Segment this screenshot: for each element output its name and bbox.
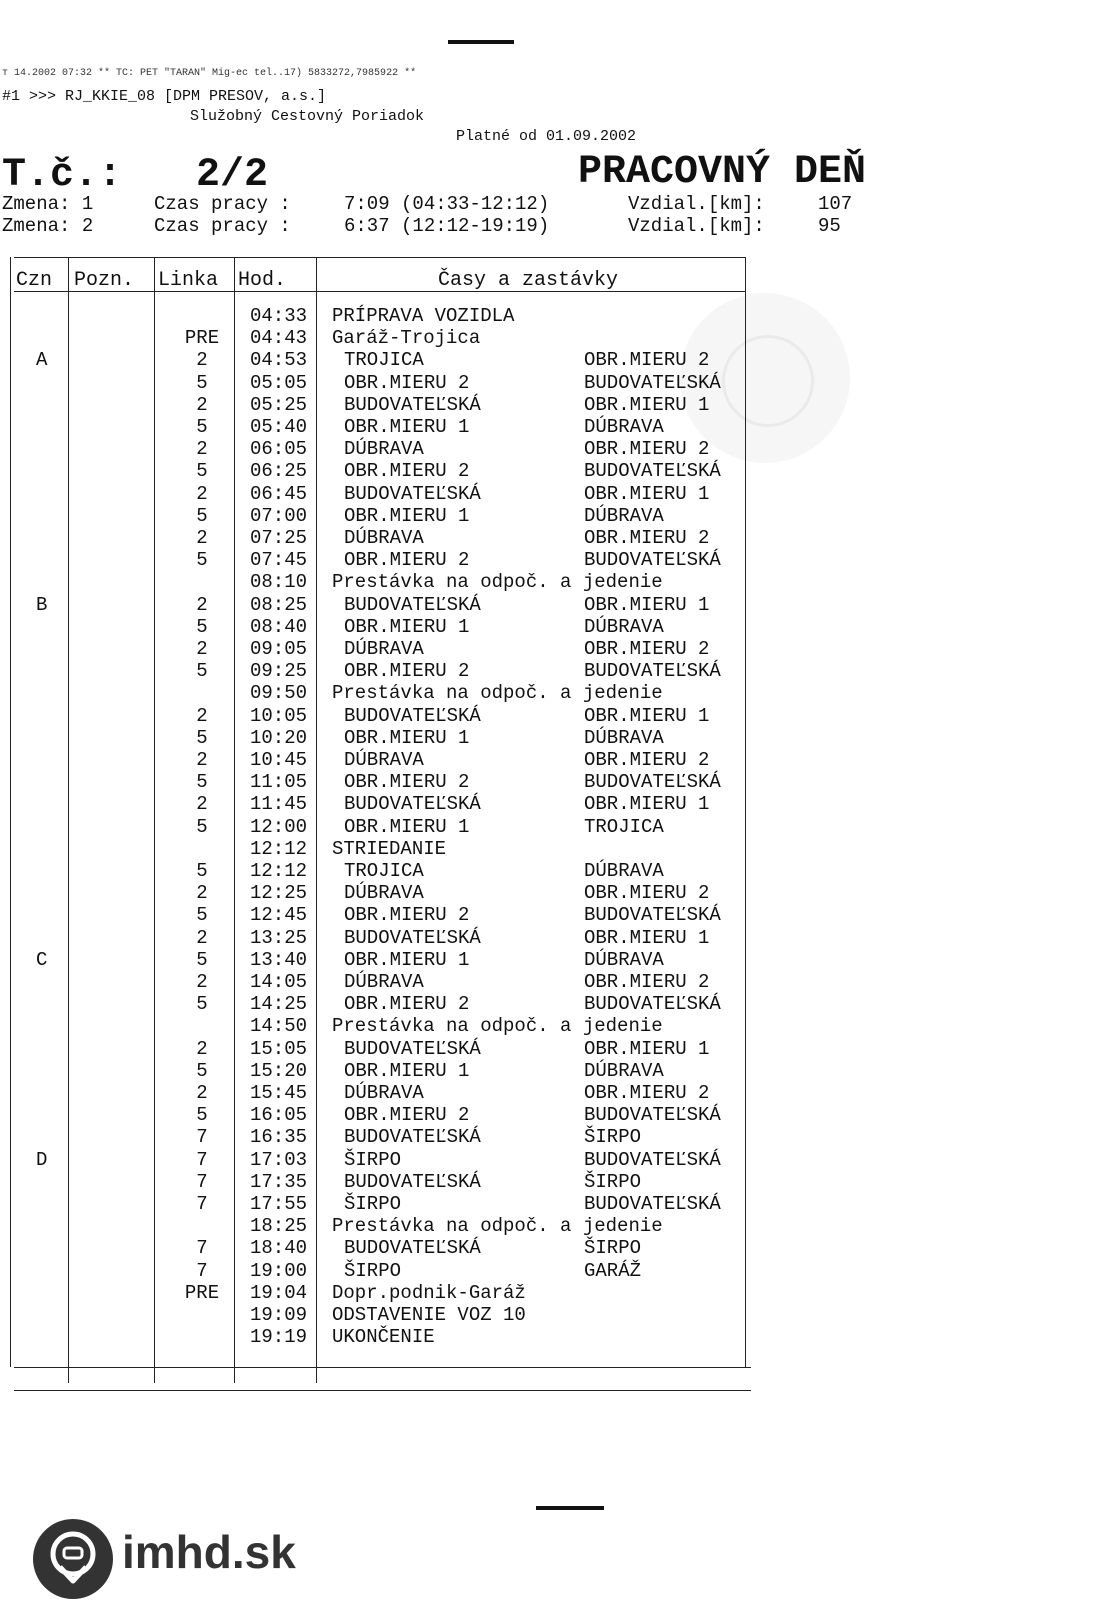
shift-distance-value: 107	[818, 193, 853, 215]
row-linka: 2	[196, 393, 208, 416]
row-from-stop: OBR.MIERU 2	[344, 549, 470, 572]
table-row	[14, 1060, 774, 1083]
row-time: 08:10	[250, 571, 308, 594]
row-linka: 5	[196, 460, 208, 483]
row-from-stop: BUDOVATEĽSKÁ	[344, 393, 481, 416]
row-linka: 7	[196, 1170, 208, 1193]
table-row	[14, 505, 774, 528]
row-time: 14:50	[250, 1015, 308, 1038]
row-from-stop: DÚBRAVA	[344, 527, 424, 549]
row-time: 04:43	[250, 327, 308, 350]
row-from-stop: OBR.MIERU 2	[344, 371, 470, 394]
row-from-stop: BUDOVATEĽSKÁ	[344, 704, 481, 727]
table-row	[14, 904, 774, 927]
table-row	[14, 971, 774, 994]
table-row	[14, 1215, 774, 1238]
row-from-stop: OBR.MIERU 1	[344, 948, 470, 971]
row-linka: 2	[196, 349, 208, 372]
schedule-table	[14, 257, 774, 1427]
shift-distance-label: Vzdial.[km]:	[628, 215, 765, 237]
row-from-stop: BUDOVATEĽSKÁ	[344, 1170, 481, 1193]
row-to-stop: DÚBRAVA	[584, 615, 664, 638]
row-from-stop: BUDOVATEĽSKÁ	[344, 926, 481, 949]
scan-mark-bottom	[536, 1506, 604, 1510]
row-time: 12:45	[250, 904, 308, 927]
row-from-stop: DÚBRAVA	[344, 971, 424, 993]
row-from-stop: BUDOVATEĽSKÁ	[344, 1037, 481, 1060]
row-linka: 2	[196, 749, 208, 771]
row-linka: 2	[196, 882, 208, 905]
row-to-stop: TROJICA	[584, 815, 664, 838]
row-time: 12:12	[250, 860, 308, 882]
row-event: Prestávka na odpoč. a jedenie	[332, 1015, 663, 1038]
valid-from: Platné od 01.09.2002	[456, 128, 637, 145]
row-time: 05:40	[250, 416, 308, 438]
czn-marker: A	[36, 349, 48, 372]
shift-time-value: 7:09 (04:33-12:12)	[344, 193, 550, 215]
table-row	[14, 349, 774, 372]
table-row	[14, 372, 774, 395]
table-row	[14, 394, 774, 417]
row-to-stop: ŠIRPO	[584, 1237, 642, 1260]
row-event: Prestávka na odpoč. a jedenie	[332, 1215, 663, 1238]
row-time: 06:25	[250, 460, 308, 483]
row-linka: 5	[196, 726, 208, 749]
row-from-stop: OBR.MIERU 2	[344, 660, 470, 683]
row-to-stop: DÚBRAVA	[584, 504, 664, 527]
row-linka: 2	[196, 527, 208, 549]
row-linka: 5	[196, 815, 208, 838]
row-to-stop: DÚBRAVA	[584, 948, 664, 971]
row-linka: 5	[196, 416, 208, 438]
row-to-stop: BUDOVATEĽSKÁ	[584, 460, 721, 483]
row-time: 17:55	[250, 1193, 308, 1215]
row-to-stop: BUDOVATEĽSKÁ	[584, 771, 721, 794]
row-time: 10:05	[250, 704, 308, 727]
table-row	[14, 660, 774, 683]
column-header-times-stops: Časy a zastávky	[438, 269, 619, 292]
table-row	[14, 1326, 774, 1349]
row-linka: 7	[196, 1126, 208, 1149]
shift-distance-value: 95	[818, 215, 841, 237]
route-line: #1 >>> RJ_KKIE_08 [DPM PRESOV, a.s.]	[2, 88, 327, 105]
column-header-pozn: Pozn.	[74, 269, 135, 292]
shift-label: Zmena: 1	[2, 193, 94, 215]
row-to-stop: BUDOVATEĽSKÁ	[584, 904, 721, 927]
row-linka: 5	[196, 948, 208, 971]
table-row	[14, 1237, 774, 1260]
row-linka: 2	[196, 593, 208, 616]
row-time: 08:40	[250, 615, 308, 638]
row-to-stop: DÚBRAVA	[584, 726, 664, 749]
row-time: 16:05	[250, 1104, 308, 1127]
row-event: Dopr.podnik-Garáž	[332, 1281, 526, 1304]
row-from-stop: OBR.MIERU 2	[344, 904, 470, 927]
row-time: 09:25	[250, 660, 308, 683]
table-row	[14, 1282, 774, 1305]
table-row	[14, 483, 774, 506]
table-row	[14, 305, 774, 328]
row-from-stop: ŠIRPO	[344, 1193, 402, 1215]
row-linka: 2	[196, 638, 208, 660]
table-row	[14, 949, 774, 972]
table-row	[14, 705, 774, 728]
row-linka: 7	[196, 1259, 208, 1282]
shift-time-value: 6:37 (12:12-19:19)	[344, 215, 550, 237]
row-to-stop: DÚBRAVA	[584, 416, 664, 438]
row-time: 05:25	[250, 393, 308, 416]
table-row	[14, 438, 774, 461]
row-time: 04:53	[250, 349, 308, 372]
row-linka: 5	[196, 504, 208, 527]
column-header-hod: Hod.	[238, 269, 287, 292]
row-time: 14:05	[250, 971, 308, 993]
row-time: 12:12	[250, 837, 308, 860]
row-to-stop: OBR.MIERU 1	[584, 1037, 710, 1060]
row-from-stop: BUDOVATEĽSKÁ	[344, 793, 481, 816]
row-time: 17:35	[250, 1170, 308, 1193]
day-type: PRACOVNÝ DEŇ	[578, 150, 867, 195]
column-header-linka: Linka	[158, 269, 219, 292]
row-event: PRÍPRAVA VOZIDLA	[332, 305, 515, 327]
imhd-logo-icon	[32, 1518, 114, 1600]
table-row	[14, 882, 774, 905]
row-to-stop: BUDOVATEĽSKÁ	[584, 1104, 721, 1127]
row-to-stop: GARÁŽ	[584, 1259, 642, 1282]
row-from-stop: OBR.MIERU 1	[344, 504, 470, 527]
row-from-stop: OBR.MIERU 2	[344, 771, 470, 794]
row-to-stop: DÚBRAVA	[584, 1059, 664, 1082]
row-to-stop: OBR.MIERU 2	[584, 749, 710, 771]
row-linka: PRE	[184, 327, 220, 350]
row-linka: PRE	[184, 1281, 220, 1304]
row-linka: 2	[196, 971, 208, 993]
row-time: 07:45	[250, 549, 308, 572]
row-from-stop: OBR.MIERU 1	[344, 615, 470, 638]
row-time: 06:05	[250, 438, 308, 461]
table-row	[14, 1104, 774, 1127]
row-linka: 7	[196, 1237, 208, 1260]
row-to-stop: OBR.MIERU 2	[584, 971, 710, 993]
row-to-stop: OBR.MIERU 1	[584, 793, 710, 816]
tc-label: T.č.:	[2, 153, 123, 198]
row-linka: 5	[196, 771, 208, 794]
row-time: 14:25	[250, 993, 308, 1016]
row-time: 07:00	[250, 504, 308, 527]
table-row	[14, 838, 774, 861]
row-linka: 5	[196, 549, 208, 572]
row-linka: 5	[196, 1059, 208, 1082]
row-to-stop: ŠIRPO	[584, 1170, 642, 1193]
row-from-stop: DÚBRAVA	[344, 1082, 424, 1104]
table-row	[14, 1082, 774, 1105]
row-to-stop: BUDOVATEĽSKÁ	[584, 1193, 721, 1215]
row-to-stop: OBR.MIERU 2	[584, 349, 710, 372]
table-row	[14, 1260, 774, 1283]
table-row	[14, 594, 774, 617]
row-time: 15:45	[250, 1082, 308, 1104]
row-from-stop: OBR.MIERU 2	[344, 460, 470, 483]
row-to-stop: BUDOVATEĽSKÁ	[584, 660, 721, 683]
row-time: 18:40	[250, 1237, 308, 1260]
row-to-stop: BUDOVATEĽSKÁ	[584, 371, 721, 394]
row-linka: 5	[196, 660, 208, 683]
row-time: 11:45	[250, 793, 308, 816]
row-event: STRIEDANIE	[332, 837, 447, 860]
shift-distance-label: Vzdial.[km]:	[628, 193, 765, 215]
row-from-stop: BUDOVATEĽSKÁ	[344, 1126, 481, 1149]
row-event: Garáž-Trojica	[332, 327, 481, 350]
table-row	[14, 816, 774, 839]
table-row	[14, 1304, 774, 1327]
row-time: 08:25	[250, 593, 308, 616]
document-title: Služobný Cestovný Poriadok	[190, 108, 425, 125]
row-time: 13:25	[250, 926, 308, 949]
row-time: 07:25	[250, 527, 308, 549]
row-from-stop: DÚBRAVA	[344, 638, 424, 660]
table-row	[14, 993, 774, 1016]
row-from-stop: TROJICA	[344, 860, 424, 882]
fax-header-line: т 14.2002 07:32 ** ТС: РЕТ "TARAN" Mig-ec tel..17) 5833272,7985922 **	[2, 68, 417, 79]
column-header-czn: Czn	[16, 269, 53, 292]
table-row	[14, 771, 774, 794]
row-time: 19:19	[250, 1326, 308, 1349]
row-from-stop: OBR.MIERU 1	[344, 1059, 470, 1082]
row-linka: 5	[196, 371, 208, 394]
table-row	[14, 527, 774, 550]
table-row	[14, 616, 774, 639]
row-from-stop: BUDOVATEĽSKÁ	[344, 1237, 481, 1260]
row-from-stop: TROJICA	[344, 349, 424, 372]
row-time: 09:50	[250, 682, 308, 705]
row-to-stop: OBR.MIERU 1	[584, 926, 710, 949]
czn-marker: C	[36, 948, 48, 971]
row-to-stop: BUDOVATEĽSKÁ	[584, 1148, 721, 1171]
row-linka: 7	[196, 1148, 208, 1171]
row-to-stop: DÚBRAVA	[584, 860, 664, 882]
row-time: 12:00	[250, 815, 308, 838]
table-row	[14, 1038, 774, 1061]
row-to-stop: OBR.MIERU 2	[584, 438, 710, 461]
table-row	[14, 749, 774, 772]
czn-marker: D	[36, 1148, 48, 1171]
row-linka: 2	[196, 1037, 208, 1060]
row-time: 19:09	[250, 1304, 308, 1326]
row-linka: 5	[196, 904, 208, 927]
table-row	[14, 327, 774, 350]
table-row	[14, 927, 774, 950]
row-to-stop: OBR.MIERU 1	[584, 393, 710, 416]
row-time: 15:20	[250, 1059, 308, 1082]
table-row	[14, 638, 774, 661]
row-from-stop: ŠIRPO	[344, 1259, 402, 1282]
row-from-stop: DÚBRAVA	[344, 882, 424, 905]
table-row	[14, 1015, 774, 1038]
row-linka: 2	[196, 1082, 208, 1104]
row-time: 10:45	[250, 749, 308, 771]
row-time: 12:25	[250, 882, 308, 905]
table-row	[14, 549, 774, 572]
row-time: 17:03	[250, 1148, 308, 1171]
row-from-stop: DÚBRAVA	[344, 438, 424, 461]
row-time: 09:05	[250, 638, 308, 660]
row-event: Prestávka na odpoč. a jedenie	[332, 571, 663, 594]
table-row	[14, 416, 774, 439]
row-from-stop: OBR.MIERU 1	[344, 815, 470, 838]
row-from-stop: BUDOVATEĽSKÁ	[344, 593, 481, 616]
row-from-stop: DÚBRAVA	[344, 749, 424, 771]
table-row	[14, 1126, 774, 1149]
row-linka: 2	[196, 926, 208, 949]
row-time: 04:33	[250, 305, 308, 327]
row-from-stop: OBR.MIERU 1	[344, 416, 470, 438]
row-time: 15:05	[250, 1037, 308, 1060]
table-row	[14, 727, 774, 750]
row-to-stop: OBR.MIERU 2	[584, 527, 710, 549]
row-time: 06:45	[250, 482, 308, 505]
row-linka: 5	[196, 860, 208, 882]
row-time: 11:05	[250, 771, 308, 794]
row-time: 18:25	[250, 1215, 308, 1238]
row-to-stop: OBR.MIERU 2	[584, 882, 710, 905]
row-linka: 5	[196, 615, 208, 638]
table-row	[14, 1193, 774, 1216]
row-to-stop: BUDOVATEĽSKÁ	[584, 549, 721, 572]
row-to-stop: OBR.MIERU 2	[584, 638, 710, 660]
row-time: 05:05	[250, 371, 308, 394]
row-linka: 2	[196, 482, 208, 505]
row-to-stop: BUDOVATEĽSKÁ	[584, 993, 721, 1016]
row-from-stop: ŠIRPO	[344, 1148, 402, 1171]
table-row	[14, 1149, 774, 1172]
row-event: ODSTAVENIE VOZ 10	[332, 1304, 526, 1326]
row-time: 10:20	[250, 726, 308, 749]
shift-label: Zmena: 2	[2, 215, 94, 237]
row-linka: 7	[196, 1193, 208, 1215]
table-row	[14, 460, 774, 483]
row-time: 13:40	[250, 948, 308, 971]
row-linka: 2	[196, 704, 208, 727]
czn-marker: B	[36, 593, 48, 616]
row-from-stop: OBR.MIERU 1	[344, 726, 470, 749]
row-from-stop: OBR.MIERU 2	[344, 993, 470, 1016]
row-time: 16:35	[250, 1126, 308, 1149]
table-row	[14, 860, 774, 883]
table-row	[14, 571, 774, 594]
imhd-logo-text: imhd.sk	[122, 1526, 296, 1578]
row-to-stop: ŠIRPO	[584, 1126, 642, 1149]
table-row	[14, 1171, 774, 1194]
row-linka: 5	[196, 993, 208, 1016]
row-to-stop: OBR.MIERU 1	[584, 482, 710, 505]
row-event: UKONČENIE	[332, 1326, 435, 1349]
tc-value: 2/2	[196, 153, 269, 198]
row-event: Prestávka na odpoč. a jedenie	[332, 682, 663, 705]
row-from-stop: OBR.MIERU 2	[344, 1104, 470, 1127]
table-row	[14, 793, 774, 816]
row-time: 19:04	[250, 1281, 308, 1304]
row-linka: 2	[196, 438, 208, 461]
row-time: 19:00	[250, 1259, 308, 1282]
row-to-stop: OBR.MIERU 1	[584, 593, 710, 616]
row-to-stop: OBR.MIERU 1	[584, 704, 710, 727]
scan-mark-top	[448, 40, 514, 44]
row-linka: 5	[196, 1104, 208, 1127]
row-linka: 2	[196, 793, 208, 816]
row-to-stop: OBR.MIERU 2	[584, 1082, 710, 1104]
shift-time-label: Czas pracy :	[154, 215, 291, 237]
table-row	[14, 682, 774, 705]
row-from-stop: BUDOVATEĽSKÁ	[344, 482, 481, 505]
shift-time-label: Czas pracy :	[154, 193, 291, 215]
